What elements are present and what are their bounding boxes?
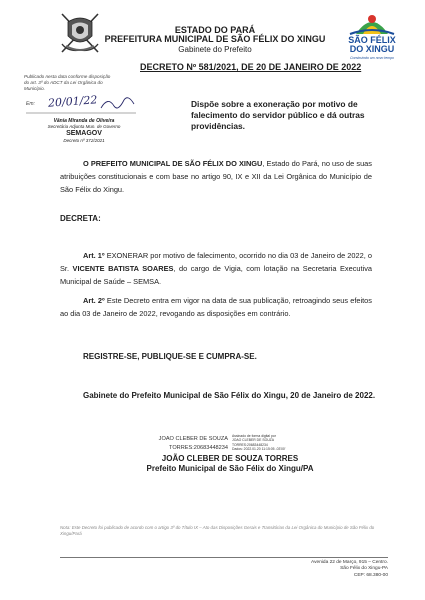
header-state: ESTADO DO PARÁ [174, 25, 256, 35]
stamp-signer-role: Secretária Adjunta Mun. de Governo [47, 124, 121, 129]
ementa: Dispõe sobre a exoneração por motivo de falecimento do servidor público e dá outras providências. [191, 99, 365, 131]
digital-signature-detail-2: JOAO CLEBER DE SOUZA [232, 438, 275, 443]
stamp-date-handwritten: 20/01/22 [47, 93, 98, 110]
decree-title: DECRETO Nº 581/2021, DE 20 DE JANEIRO DE 2022 [140, 62, 362, 72]
municipal-crest-icon [58, 12, 102, 54]
article-2-label: Art. 2º [83, 296, 105, 305]
digital-signature-name [144, 435, 228, 453]
stamp-date-signature [26, 94, 136, 114]
digital-signature-detail-4: Dados: 2022.01.20 11:15:05 -03'00' [232, 446, 286, 451]
address-line-1: Avenida 22 de Março, 915 – Centro. [311, 560, 388, 565]
footer-address [300, 560, 388, 579]
stamp-department: SEMAGOV [66, 130, 102, 137]
stamp-line-1: Publicado nesta data conforme disposição [24, 74, 111, 79]
digital-signature-line-1: JOAO CLEBER DE SOUZA [158, 436, 228, 442]
article-1-text-1: EXONERAR por motivo de falecimento, ocorrido no dia 03 de Janeiro de 2022, o Sr. [60, 251, 372, 273]
intro-bold: O PREFEITO MUNICIPAL DE SÃO FÉLIX DO XINGU [83, 159, 263, 168]
digital-signature-line-2: TORRES:20683448234 [169, 445, 228, 451]
footnote: Nota: Este Decreto foi publicado de acordo com o artigo 3º do Título IX – Ato das Disposições Gerais e Transitórias da Lei Orgânica do Município de São Félix do Xingu/Pará [60, 525, 375, 536]
digital-signature-detail-1: Assinado de forma digital por [232, 434, 276, 438]
signer-title: Prefeito Municipal de São Félix do Xingu/PA [146, 464, 314, 473]
footer-divider [60, 557, 388, 558]
publication-stamp [24, 74, 144, 92]
stamp-date-label: Em: [26, 101, 35, 107]
decreta-heading: DECRETA: [60, 214, 101, 223]
signer-block [120, 454, 340, 474]
stamp-line-2: do art. 3º do ADCT da Lei Orgânica do [24, 80, 103, 85]
address-line-3: CEP: 68.380-00 [353, 572, 388, 578]
stamp-line-3: Município. [24, 86, 45, 91]
digital-signature-detail-3: TORRES:20683448234 [232, 442, 268, 447]
intro-paragraph [60, 157, 372, 196]
article-1 [60, 249, 372, 288]
article-1-name: VICENTE BATISTA SOARES [72, 264, 174, 273]
article-2 [60, 294, 372, 320]
logo-text-line2: DO XINGU [349, 44, 395, 54]
city-logo-emblem-icon [336, 10, 408, 36]
logo-tagline: Construindo um novo tempo [350, 56, 394, 60]
stamp-decree-ref: Decreto nº 372/2021 [63, 138, 105, 143]
address-line-2: São Félix do Xingu-PA [340, 566, 388, 572]
header-prefeitura: PREFEITURA MUNICIPAL DE SÃO FÉLIX DO XINGU [104, 34, 326, 44]
closing-line: Gabinete do Prefeito Municipal de São Félix do Xingu, 20 de Janeiro de 2022. [83, 391, 376, 400]
stamp-signer-name: Vânia Miranda de Oliveira [53, 118, 115, 124]
article-1-label: Art. 1º [83, 251, 105, 260]
intro-text: , Estado do Pará, no uso de suas atribuições constitucionais e com base no artigo 90, IX e XII da Lei Orgânica do Município de São Félix do Xingu. [60, 159, 372, 194]
article-2-text: Este Decreto entra em vigor na data de sua publicação, retroagindo seus efeitos ao dia 03 de Janeiro de 2022, revogando as disposições em contrário. [60, 296, 372, 318]
handwritten-signature-icon [26, 94, 136, 114]
registre-line: REGISTRE-SE, PUBLIQUE-SE E CUMPRA-SE. [83, 352, 257, 361]
header-gabinete: Gabinete do Prefeito [178, 45, 252, 54]
logo-text-line1: SÃO FÉLIX [348, 35, 396, 45]
signer-name: JOÃO CLEBER DE SOUZA TORRES [161, 454, 299, 463]
article-1-text-2: , do cargo de Vigia, com lotação na Secretaria Executiva Municipal de Saúde – SEMSA. [60, 264, 373, 286]
city-logo [336, 10, 408, 60]
digital-signature-details [232, 434, 302, 451]
